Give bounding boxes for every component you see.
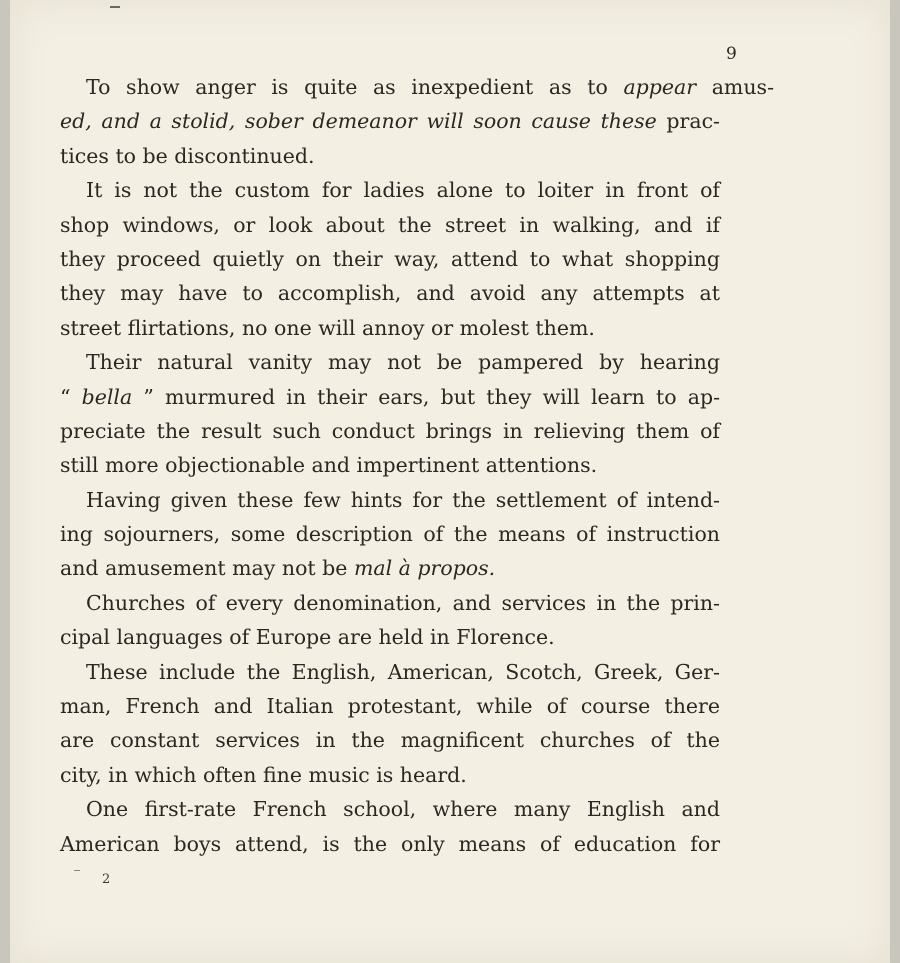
text-line — [60, 655, 720, 689]
text-line — [60, 827, 720, 861]
text-line — [60, 139, 720, 173]
italic-text-run: ed, and a stolid, sober demeanor will soon cause these — [60, 109, 657, 134]
italic-text-run: mal à propos. — [353, 556, 496, 581]
text-line — [60, 242, 720, 276]
signature-mark: 2 — [102, 872, 111, 887]
text-line — [60, 483, 720, 517]
text-line — [60, 792, 720, 826]
text-run: city, in which often fine music is heard. — [60, 762, 467, 787]
bottom-margin-tick — [74, 870, 80, 871]
text-run: they proceed quietly on their way, attend to what shopping — [60, 246, 720, 271]
text-run: and amusement may not be — [60, 556, 354, 581]
text-run: To show anger is quite as inexpedient as to — [86, 75, 624, 99]
text-run: street flirtations, no one will annoy or molest them. — [60, 315, 595, 340]
text-run: they may have to accomplish, and avoid any attempts at — [60, 281, 720, 306]
text-run: ” murmured in their ears, but they will learn to ap- — [132, 384, 720, 409]
book-page — [10, 0, 890, 963]
text-line — [60, 517, 720, 551]
text-line — [60, 689, 720, 723]
text-line — [60, 70, 774, 104]
text-run: man, French and Italian protestant, while of course there — [60, 694, 720, 719]
italic-text-run: appear — [623, 75, 697, 99]
top-margin-mark — [110, 6, 120, 8]
page-number: 9 — [726, 44, 737, 64]
text-run: shop windows, or look about the street in walking, and if — [60, 212, 720, 237]
text-run: amus- — [696, 75, 775, 99]
text-run: cipal languages of Europe are held in Florence. — [60, 625, 555, 650]
text-line — [60, 620, 720, 654]
text-line — [60, 208, 720, 242]
text-line — [60, 311, 720, 345]
text-run: still more objectionable and impertinent attentions. — [60, 453, 598, 478]
text-line — [60, 551, 720, 585]
text-line — [60, 104, 720, 138]
text-line — [60, 380, 720, 414]
text-run: One first-rate French school, where many English and — [86, 797, 720, 822]
body-text — [60, 70, 775, 861]
text-line — [60, 173, 720, 207]
text-line — [60, 414, 720, 448]
text-run: These include the English, American, Scotch, Greek, Ger- — [86, 659, 720, 684]
italic-text-run: bella — [81, 384, 133, 409]
text-line — [60, 345, 720, 379]
text-run: ing sojourners, some description of the means of instruction — [60, 522, 720, 547]
text-run: Churches of every denomination, and services in the prin- — [86, 590, 720, 615]
text-run: preciate the result such conduct brings in relieving them of — [60, 418, 720, 443]
text-line — [60, 586, 720, 620]
text-run: tices to be discontinued. — [60, 143, 315, 168]
text-run: prac- — [656, 109, 720, 134]
text-run: Having given these few hints for the settlement of intend- — [86, 487, 720, 512]
text-run: Their natural vanity may not be pampered by hearing — [86, 350, 720, 375]
text-run: It is not the custom for ladies alone to loiter in front of — [86, 178, 720, 203]
text-run: are constant services in the magnificent churches of the — [60, 728, 720, 753]
text-line — [60, 448, 720, 482]
text-line — [60, 758, 720, 792]
text-run: “ — [60, 384, 82, 409]
text-line — [60, 723, 720, 757]
text-line — [60, 276, 720, 310]
text-run: American boys attend, is the only means of education for — [60, 831, 720, 856]
